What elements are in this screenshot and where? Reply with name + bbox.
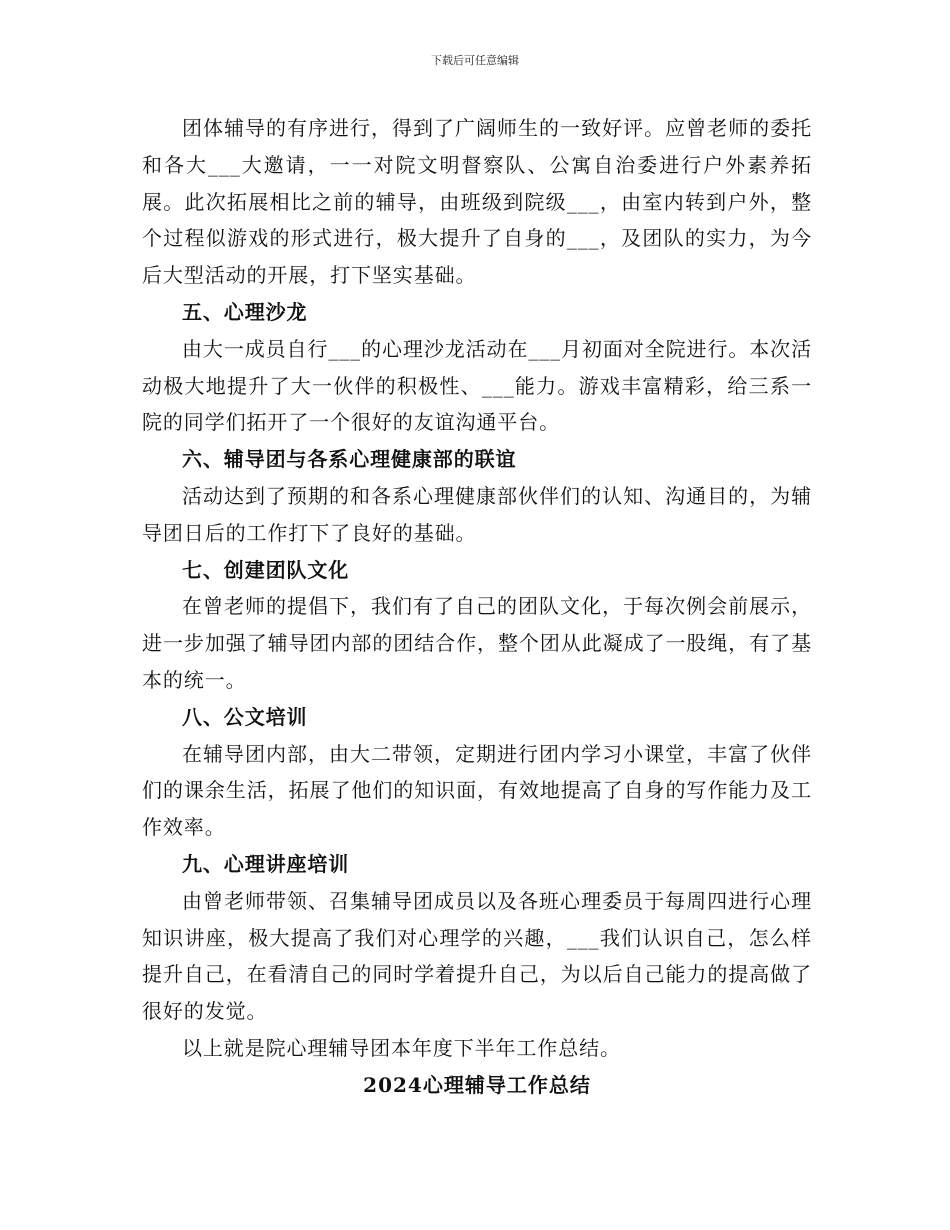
section-heading-7: 七、创建团队文化: [182, 557, 350, 582]
section-heading-5: 五、心理沙龙: [182, 299, 308, 324]
document-body: [142, 110, 812, 1104]
paragraph-team-culture: 在曾老师的提倡下，我们有了自己的团队文化，于每次例会前展示，进一步加强了辅导团内部的团结合作，整个团从此凝成了一股绳，有了基本的统一。: [142, 594, 812, 692]
paragraph-lectures: 由曾老师带领、召集辅导团成员以及各班心理委员于每周四进行心理知识讲座，极大提高了我们对心理学的兴趣，___我们认识自己，怎么样提升自己，在看清自己的同时学着提升自己，为以后自己能力的提高做了很好的发觉。: [142, 888, 812, 1024]
section-heading-6: 六、辅导团与各系心理健康部的联谊: [182, 447, 517, 472]
paragraph-salon: 由大一成员自行___的心理沙龙活动在___月初面对全院进行。本次活动极大地提升了大一伙伴的积极性、___能力。游戏丰富精彩，给三系一院的同学们拓开了一个很好的友谊沟通平台。: [142, 336, 812, 435]
section-heading-9: 九、心理讲座培训: [182, 851, 350, 876]
document-title: 2024心理辅导工作总结: [363, 1072, 591, 1097]
paragraph-closing: 以上就是院心理辅导团本年度下半年工作总结。: [182, 1035, 621, 1060]
paragraph-liaison: 活动达到了预期的和各系心理健康部伙伴们的认知、沟通目的，为辅导团日后的工作打下了良好的基础。: [142, 483, 812, 545]
page-header: 下载后可任意编辑: [431, 54, 519, 67]
section-heading-8: 八、公文培训: [182, 704, 308, 729]
paragraph-team-outreach: 团体辅导的有序进行，得到了广阔师生的一致好评。应曾老师的委托和各大___大邀请，一一对院文明督察队、公寓自治委进行户外素养拓展。此次拓展相比之前的辅导，由班级到院级___，由室内转到户外，整个过程似游戏的形式进行，极大提升了自身的___，及团队的实力，为今后大型活动的开展，打下坚实基础。: [142, 116, 812, 288]
paragraph-document-training: 在辅导团内部，由大二带领，定期进行团内学习小课堂，丰富了伙伴们的课余生活，拓展了他们的知识面，有效地提高了自身的写作能力及工作效率。: [142, 741, 812, 840]
